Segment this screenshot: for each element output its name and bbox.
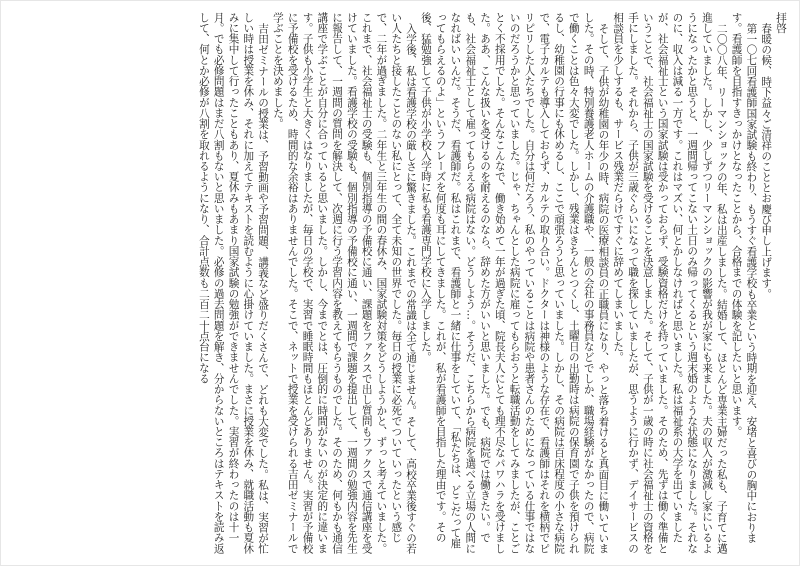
paragraph-yoshida-seminar: 吉田ゼミナールの授業は、予習動画や予習問題、講義など盛りだくさんで、どれも大変でした。私は、実習が忙しい時は授業を休み、それに加えてテキストを読むように心掛けていました。まさに授業を休み、就職活動も夏休みに集中して行ったこともあり、夏休みもあまり国家試験の勉強ができませんでした。実習が終わったのは十一月。でも必修問題はまだ八割もないと思いました。必修の過去問題を解き、分からないところはテキストを読み返して、何とか必修が八割を取れるようになり、合計点数も二百二十点台になる (197, 12, 270, 554)
paragraph-intro: 第一〇七回看護師国家試験も終わり、もうすぐ看護学校も卒業という時期を迎え、安堵と喜びの胸中におります。看護師を目指すきっかけとなったことから、合格までの体験を記したいと思います。 (730, 12, 758, 543)
letter-body (12, 12, 788, 554)
paragraph-2008-background: 二〇〇八年、リーマンショックの年、私は出産しました。結婚して、ほとんど専業主婦だった私も、子育てに邁進していました。しかし、少しずつリーマンショックの影響が我が家にも来ました。夫の収入が激減し家にいるようになったかと思うと、一週間帰ってこない土日のみ帰ってくるという週末婚のような状態になりました。それなのに、収入は減る一方です。これはマズい、何とかしなければと思いました。私は福祉系の大学を出ていましたが、社会福祉士という国家試験は受かっておらず、受験資格だけを持っていました。そのため、先ずは働く準備ということで、社会福祉士の国家試験を受けることを決意しました。そして、子供が一歳の時に社会福祉士の資格を手にしました。それから、子供が三歳ぐらいになって職を探していましたが、思うように行かず、デイサービスの相談員を少しするも、サービス残業だらけですぐに辞めてしまいました。 (612, 12, 728, 554)
paragraph-hospital-work: そして、子供が幼稚園の年少の時、病院の医療相談員の正職員になり、やっと落ち着けると真面目に働いていました。その時、特別養護老人ホームの介護職や、一般の会社の事務員などでしか、職場経験がなかったので、病院で働くことは色々大変でした。しかし、残業はきちんとつくし、土曜日の出勤時は病院の保育園で子供を預けられるし、幼稚園の行事にも休めるし、ここで頑張ろうと思っていました。しかし、その病院は百床程度の小さな病院で、電子カルテも導入しておらず、カルテの取り合い。ドクターは神様のような存在で、看護師はそれを横柄でピリピリした人たちでした。自分は何だろう、私のやっていることは病院や患者さんのためになっている仕事ではないのだろうかと思っていました。じゃ、ちゃんとした病院に雇ってもらおうと転職活動をしてみましたが、ことごとく不採用でした。そんなこんなで、働き始めて一年が過ぎた頃、院長夫人にとても理不尽なパワハラを受けました。ああ、こんな扱いを受けるのを耐えるのなら、辞めた方がいいと思いました。でも、病院では働きたい。でも、社会福祉士として雇ってもらえる病院はない。どうしよう…。そうだ、こちらから病院を選べる立場の人間になればいいんだ。そうだ、看護師だ。私はこれまで、看護師と一緒に仕事をしていて、「私たちは、どこだって雇ってもらえるのよ」というフレーズを何度も耳にしてきました。これが、私が看護師を目指した理由です。その後、猛勉強して子供が小学校入学時に私も看護専門学校に入学しました。 (419, 12, 610, 554)
paragraph-nursing-school: 入学後、私は看護学校の厳しさに驚きました。これまでの常識は全て通じません。そして、高校卒業後すぐの若い人たちと接したことのない私にとって、全て未知の世界でした。毎日の授業に必死でついていったという感じで、二年が過ぎました。二年生と三年生の間の春休み、国家試験対策をどうしようかと、ずっと考えていました。これまで、社会福祉士の受験も、個別指導の予備校に通い、課題をファクスで出し質問もファクスで通信講座を受けていました。看護学校の受験も、個別指導の予備校に通い、一週間で課題を提出して、一週間の勉強内容を先生に報告して、一週間の質問を解決して、次週に行う学習内容を教えてもらうものでした。そのため、何もかも通信講座で学ぶことが自分に合っていると思いました。しかし、今までとは、圧倒的に時間がないのが決定的に違います。子供も小学生と大きくはなりましたが、毎日の学校で、実習で睡眠時間もほとんどありません。実習が予備校に予備校を受けるため、時間的な余裕はありませんでした。そこで、ネットで授業を受けられる吉田ゼミナールで学ぶことを決めました。 (271, 12, 418, 554)
salutation: 拝啓 (775, 12, 787, 34)
opening-greeting: 春暖の候、時下益々ご清祥のこととお慶び申し上げます。 (760, 22, 773, 299)
